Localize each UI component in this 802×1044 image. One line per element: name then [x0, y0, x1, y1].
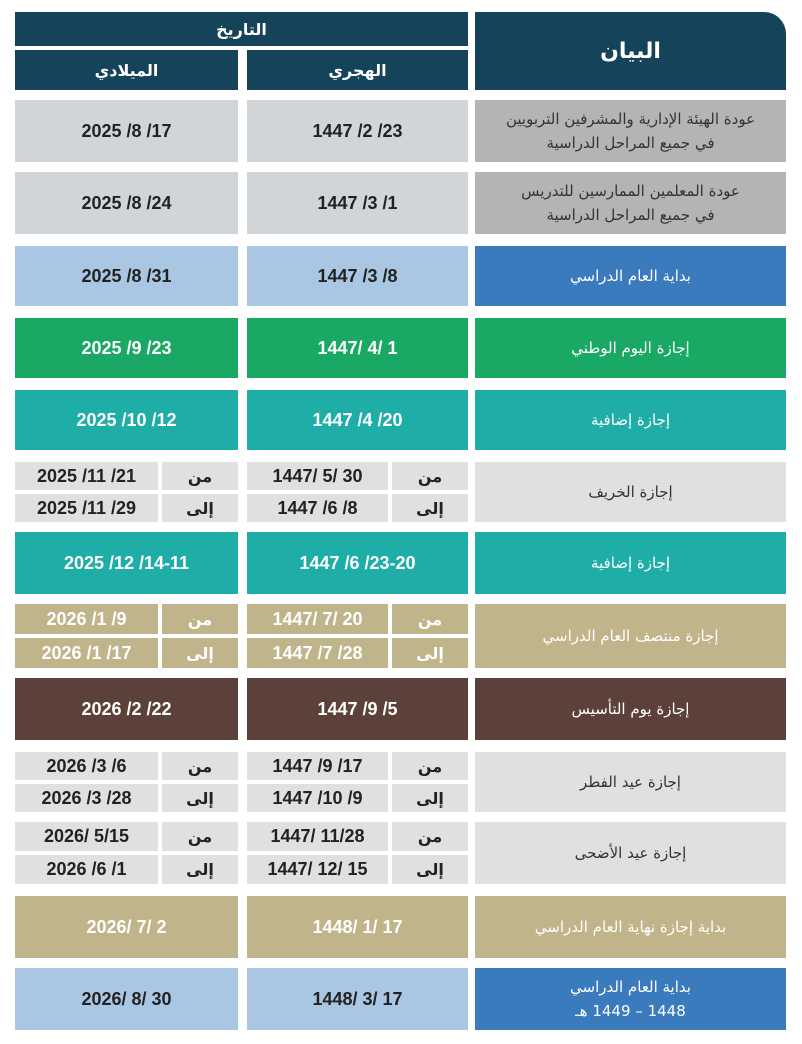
row-description: إجازة عيد الأضحى: [475, 822, 786, 884]
row-description: بداية العام الدراسي: [475, 246, 786, 306]
header-gregorian: الميلادي: [15, 50, 238, 90]
hijri-date: 1447 /9 /5: [247, 678, 468, 740]
from-label-gregorian: من: [162, 822, 238, 851]
to-label-hijri: إلى: [392, 855, 468, 884]
to-label-gregorian: إلى: [162, 784, 238, 812]
from-label-hijri: من: [392, 752, 468, 780]
header-date: التاريخ: [15, 12, 468, 46]
to-label-hijri: إلى: [392, 784, 468, 812]
from-label-gregorian: من: [162, 752, 238, 780]
row-description: عودة الهيئة الإدارية والمشرفين التربويين في جميع المراحل الدراسية: [475, 100, 786, 162]
gregorian-to-date: 2026 /3 /28: [15, 784, 158, 812]
hijri-to-date: 1447 /7 /28: [247, 638, 388, 668]
from-label-gregorian: من: [162, 604, 238, 634]
row-description: إجازة يوم التأسيس: [475, 678, 786, 740]
gregorian-date: 2025 /9 /23: [15, 318, 238, 378]
row-description: بداية العام الدراسي 1448 – 1449 هـ: [475, 968, 786, 1030]
hijri-from-date: 1447/ 7/ 20: [247, 604, 388, 634]
from-label-hijri: من: [392, 604, 468, 634]
hijri-date: 1448/ 1/ 17: [247, 896, 468, 958]
row-description: إجازة اليوم الوطني: [475, 318, 786, 378]
to-label-gregorian: إلى: [162, 494, 238, 522]
row-description: إجازة إضافية: [475, 532, 786, 594]
gregorian-date: 2026/ 7/ 2: [15, 896, 238, 958]
hijri-date: 1447 /3 /8: [247, 246, 468, 306]
gregorian-to-date: 2026 /1 /17: [15, 638, 158, 668]
gregorian-date: 2025 /8 /31: [15, 246, 238, 306]
hijri-date: 1447 /4 /20: [247, 390, 468, 450]
gregorian-from-date: 2026 /3 /6: [15, 752, 158, 780]
gregorian-date: 2025 /8 /17: [15, 100, 238, 162]
gregorian-date: 2025 /12 /14-11: [15, 532, 238, 594]
row-description: بداية إجازة نهاية العام الدراسي: [475, 896, 786, 958]
hijri-from-date: 1447/ 5/ 30: [247, 462, 388, 490]
row-description: عودة المعلمين الممارسين للتدريس في جميع المراحل الدراسية: [475, 172, 786, 234]
hijri-date: 1447 /2 /23: [247, 100, 468, 162]
from-label-hijri: من: [392, 822, 468, 851]
row-description: إجازة منتصف العام الدراسي: [475, 604, 786, 668]
row-description: إجازة الخريف: [475, 462, 786, 522]
to-label-gregorian: إلى: [162, 638, 238, 668]
gregorian-date: 2025 /8 /24: [15, 172, 238, 234]
hijri-from-date: 1447 /9 /17: [247, 752, 388, 780]
row-description: إجازة إضافية: [475, 390, 786, 450]
gregorian-from-date: 2026/ 5/15: [15, 822, 158, 851]
header-description: البيان: [475, 12, 786, 90]
gregorian-from-date: 2025 /11 /21: [15, 462, 158, 490]
gregorian-date: 2025 /10 /12: [15, 390, 238, 450]
hijri-to-date: 1447 /6 /8: [247, 494, 388, 522]
hijri-date: 1447 /3 /1: [247, 172, 468, 234]
row-description: إجازة عيد الفطر: [475, 752, 786, 812]
from-label-hijri: من: [392, 462, 468, 490]
hijri-date: 1447/ 4/ 1: [247, 318, 468, 378]
to-label-hijri: إلى: [392, 494, 468, 522]
hijri-date: 1448/ 3/ 17: [247, 968, 468, 1030]
hijri-to-date: 1447/ 12/ 15: [247, 855, 388, 884]
hijri-date: 1447 /6 /23-20: [247, 532, 468, 594]
gregorian-from-date: 2026 /1 /9: [15, 604, 158, 634]
hijri-to-date: 1447 /10 /9: [247, 784, 388, 812]
gregorian-date: 2026/ 8/ 30: [15, 968, 238, 1030]
gregorian-to-date: 2026 /6 /1: [15, 855, 158, 884]
gregorian-to-date: 2025 /11 /29: [15, 494, 158, 522]
hijri-from-date: 1447/ 11/28: [247, 822, 388, 851]
to-label-hijri: إلى: [392, 638, 468, 668]
from-label-gregorian: من: [162, 462, 238, 490]
gregorian-date: 2026 /2 /22: [15, 678, 238, 740]
header-hijri: الهجري: [247, 50, 468, 90]
to-label-gregorian: إلى: [162, 855, 238, 884]
